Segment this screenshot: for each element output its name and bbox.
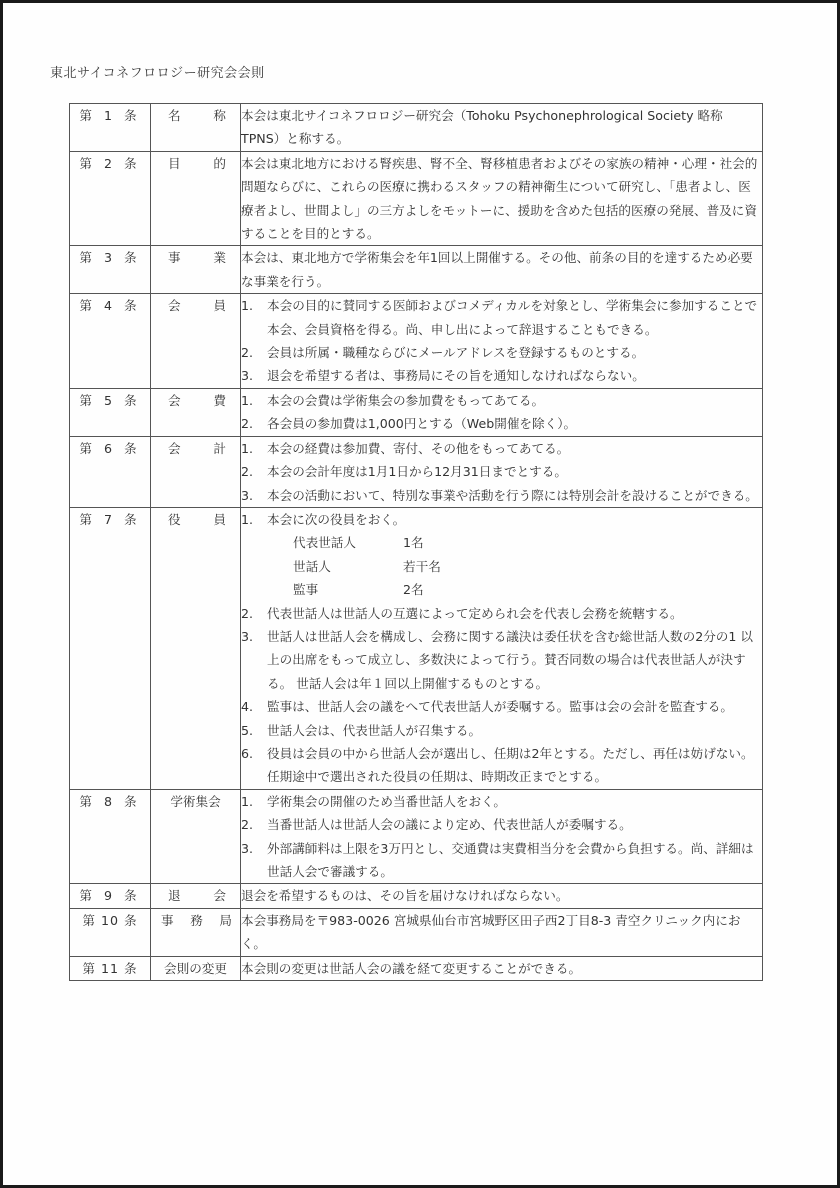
subject-char: 計: [213, 440, 226, 456]
article-items: [241, 789, 763, 884]
list-item: [241, 742, 762, 789]
article-row: [70, 507, 763, 789]
subject-char: 称: [213, 108, 226, 123]
item-number: 2.: [241, 464, 254, 480]
item-text: 本会の経費は参加費、寄付、その他をもってあてる。: [267, 440, 570, 456]
article-row: [70, 884, 763, 908]
list-item: [241, 412, 762, 435]
list-item: [241, 460, 762, 483]
article-row: [70, 151, 763, 246]
document-page: [3, 3, 837, 1185]
item-number: 1.: [241, 440, 254, 456]
item-number: 1.: [241, 392, 254, 408]
article-subject: [151, 789, 241, 884]
article-row: [70, 104, 763, 152]
officers-list: [241, 531, 762, 601]
subject-char: 員: [213, 511, 226, 527]
list-item: [241, 484, 762, 507]
item-text: 本会の会計年度は1月1日から12月31日までとする。: [267, 464, 567, 480]
article-row: [70, 956, 763, 980]
article-number: 第 9 条: [70, 884, 151, 908]
list-item: [241, 294, 762, 341]
item-text: 外部講師料は上限を3万円とし、交通費は実費相当分を会費から負担する。尚、詳細は世話人会で審議する。: [267, 840, 754, 879]
list-item: [241, 602, 762, 625]
article-subject: [151, 884, 241, 908]
article-text: 退会を希望するものは、その旨を届けなければならない。: [241, 884, 763, 908]
article-subject: [151, 151, 241, 246]
item-text: 会員は所属・職種ならびにメールアドレスを登録するものとする。: [267, 345, 645, 361]
officer-count: 1名: [403, 535, 424, 551]
article-text: 本会事務局を〒983-0026 宮城県仙台市宮城野区田子西2丁目8-3 青空クリニック内におく。: [241, 908, 763, 956]
article-subject: [151, 507, 241, 789]
list-item: [241, 719, 762, 742]
article-subject: [151, 956, 241, 980]
subject-char: 会: [168, 440, 181, 456]
subject-char: 目: [168, 155, 181, 171]
item-text: 世話人会は、代表世話人が召集する。: [267, 722, 482, 738]
officer-count: 2名: [403, 582, 424, 598]
item-number: 1.: [241, 511, 254, 527]
rules-table: [69, 103, 763, 981]
article-row: [70, 246, 763, 294]
document-title: 東北サイコネフロロジー研究会会則: [50, 66, 265, 81]
item-text: 当番世話人は世話人会の議により定め、代表世話人が委嘱する。: [267, 817, 632, 833]
item-text: 学術集会の開催のため当番世話人をおく。: [267, 793, 507, 809]
item-text: 世話人は世話人会を構成し、会務に関する議決は委任状を含む総世話人数の2分の1 以上の出席をもって成立し、多数決によって行う。賛否同数の場合は代表世話人が決する。 世話人会は年１回以上開催するものとする。: [267, 628, 753, 691]
article-number: 第 7 条: [70, 507, 151, 789]
item-text: 本会の会費は学術集会の参加費をもってあてる。: [267, 392, 545, 408]
article-row: [70, 436, 763, 507]
article-items: [241, 294, 763, 389]
item-number: 2.: [241, 817, 254, 833]
item-number: 3.: [241, 487, 254, 503]
article-number: 第 3 条: [70, 246, 151, 294]
item-text: 退会を希望する者は、事務局にその旨を通知しなければならない。: [267, 368, 645, 384]
article-subject: [151, 246, 241, 294]
article-number: 第 10 条: [70, 908, 151, 956]
item-number: 6.: [241, 745, 254, 761]
list-item: [241, 790, 762, 813]
article-text: 本会則の変更は世話人会の議を経て変更することができる。: [241, 956, 763, 980]
list-item: [241, 837, 762, 884]
article-subject: [151, 436, 241, 507]
subject-char: 名: [168, 108, 181, 123]
subject-char: 退: [168, 888, 181, 904]
list-item: [241, 625, 762, 695]
article-number: 第 5 条: [70, 388, 151, 436]
article-row: [70, 388, 763, 436]
subject-char: 会: [168, 392, 181, 408]
list-item: [241, 508, 762, 531]
item-text: 本会の活動において、特別な事業や活動を行う際には特別会計を設けることができる。: [267, 487, 758, 503]
subject-char: 局: [219, 912, 232, 928]
item-text: 各会員の参加費は1,000円とする（Web開催を除く）。: [267, 416, 577, 432]
article-subject: [151, 388, 241, 436]
list-item: [241, 695, 762, 718]
subject-char: 会: [213, 888, 226, 904]
article-row: [70, 789, 763, 884]
subject-char: 業: [213, 250, 226, 266]
subject-char: 会: [168, 298, 181, 314]
subject-char: 的: [213, 155, 226, 171]
list-item: [241, 364, 762, 387]
subject-char: 事: [161, 912, 174, 928]
article-number: 第 1 条: [70, 104, 151, 152]
item-text: 代表世話人は世話人の互選によって定められ会を代表し会務を統轄する。: [267, 605, 683, 621]
officer-role: 代表世話人: [293, 535, 356, 551]
subject-text: 会則の変更: [164, 960, 227, 976]
list-item: [241, 389, 762, 412]
article-number: 第 8 条: [70, 789, 151, 884]
article-number: 第 6 条: [70, 436, 151, 507]
subject-text: 学術集会: [170, 793, 221, 809]
item-number: 1.: [241, 298, 254, 314]
article-row: [70, 908, 763, 956]
subject-char: 務: [190, 912, 203, 928]
article-items: [241, 507, 763, 789]
article-subject: [151, 294, 241, 389]
subject-char: 事: [168, 250, 181, 266]
item-text: 役員は会員の中から世話人会が選出し、任期は2年とする。ただし、再任は妨げない。任期途中で選出された役員の任期は、時期改正までとする。: [267, 745, 754, 785]
item-number: 2.: [241, 605, 254, 621]
article-text: 本会は東北地方における腎疾患、腎不全、腎移植患者およびその家族の精神・心理・社会的問題ならびに、これらの医療に携わるスタッフの精神衛生について研究し、「患者よし、医療者よし、世間よし」の三方よしをモットーに、援助を含めた包括的医療の発展、普及に資することを目的とする。: [241, 151, 763, 246]
list-item: [241, 813, 762, 836]
item-number: 5.: [241, 722, 254, 738]
article-text: 本会は、東北地方で学術集会を年1回以上開催する。その他、前条の目的を達するため必要な事業を行う。: [241, 246, 763, 294]
article-number: 第 2 条: [70, 151, 151, 246]
item-number: 2.: [241, 345, 254, 361]
item-number: 4.: [241, 699, 254, 715]
article-number: 第 4 条: [70, 294, 151, 389]
article-subject: [151, 104, 241, 152]
item-text: 監事は、世話人会の議をへて代表世話人が委嘱する。監事は会の会計を監査する。: [267, 699, 733, 715]
subject-char: 費: [213, 392, 226, 408]
list-item: [241, 437, 762, 460]
list-item: [241, 341, 762, 364]
subject-char: 員: [213, 298, 226, 314]
officer-role: 監事: [293, 582, 319, 598]
article-number: 第 11 条: [70, 956, 151, 980]
article-row: [70, 294, 763, 389]
subject-char: 役: [168, 511, 181, 527]
article-subject: [151, 908, 241, 956]
item-number: 3.: [241, 628, 254, 644]
officer-count: 若干名: [403, 558, 441, 574]
article-items: [241, 388, 763, 436]
item-number: 3.: [241, 368, 254, 384]
article-text: 本会は東北サイコネフロロジー研究会（Tohoku Psychonephrological Society 略称 TPNS）と称する。: [241, 104, 763, 152]
officer-role: 世話人: [293, 558, 331, 574]
item-text: 本会に次の役員をおく。: [267, 511, 406, 527]
item-number: 2.: [241, 416, 254, 432]
item-number: 1.: [241, 793, 254, 809]
item-text: 本会の目的に賛同する医師およびコメディカルを対象とし、学術集会に参加することで本会、会員資格を得る。尚、申し出によって辞退することもできる。: [267, 298, 758, 337]
item-number: 3.: [241, 840, 254, 856]
article-items: [241, 436, 763, 507]
